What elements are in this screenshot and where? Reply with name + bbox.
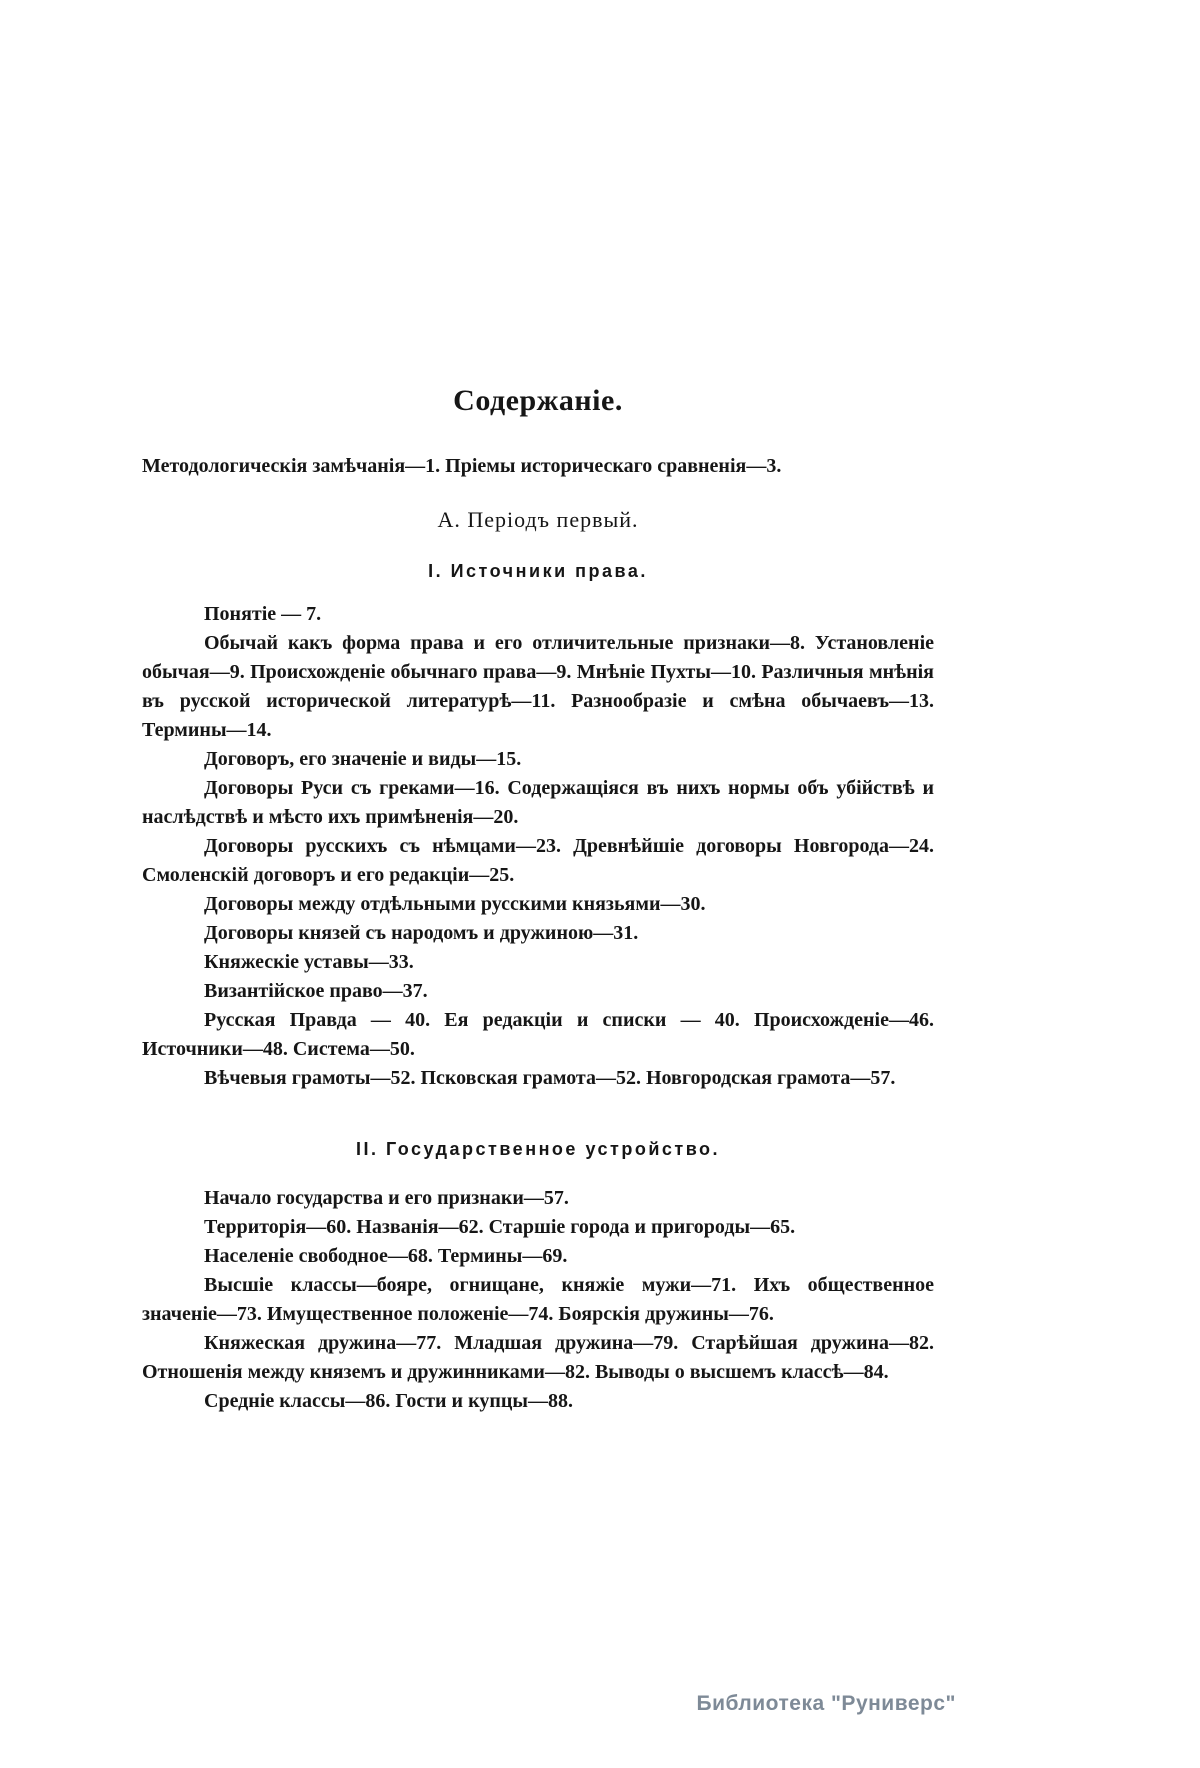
section-1-heading: I. Источники права. xyxy=(428,561,648,581)
toc-content xyxy=(142,384,934,1416)
toc-paragraph: Княжеская дружина—77. Младшая дружина—79. Старѣйшая дружина—82. Отношенія между княземъ и дружинниками—82. Выводы о высшемъ классѣ—84. xyxy=(142,1332,934,1383)
toc-paragraph: Территорія—60. Названія—62. Старшіе города и пригороды—65. xyxy=(204,1216,796,1238)
toc-paragraph: Византійское право—37. xyxy=(204,980,428,1002)
toc-paragraph: Обычай какъ форма права и его отличительные признаки—8. Установленіе обычая—9. Происхожденіе обычнаго права—9. Мнѣніе Пухты—10. Различныя мнѣнія въ русской исторической литературѣ—11. Разнообразіе и смѣна обычаевъ—13. Термины—14. xyxy=(142,632,934,741)
toc-paragraph: Договоры между отдѣльными русскими князьями—30. xyxy=(204,893,706,915)
toc-paragraph: Высшіе классы—бояре, огнищане, княжіе мужи—71. Ихъ общественное значеніе—73. Имущественное положеніе—74. Боярскія дружины—76. xyxy=(142,1274,934,1325)
toc-paragraph: Вѣчевыя грамоты—52. Псковская грамота—52. Новгородская грамота—57. xyxy=(204,1067,896,1089)
toc-paragraph: Русская Правда — 40. Ея редакціи и списки — 40. Происхожденіе—46. Источники—48. Система—50. xyxy=(142,1009,934,1060)
toc-paragraph: Средніе классы—86. Гости и купцы—88. xyxy=(204,1390,573,1412)
toc-paragraph: Договоры русскихъ съ нѣмцами—23. Древнѣйшіе договоры Новгорода—24. Смоленскій договоръ и его редакціи—25. xyxy=(142,835,934,886)
section-2-heading: II. Государственное устройство. xyxy=(355,1139,721,1159)
toc-paragraph: Понятіе — 7. xyxy=(204,603,322,625)
library-watermark: Библиотека "Руниверс" xyxy=(696,1692,956,1715)
toc-paragraph: Договоры князей съ народомъ и дружиною—31. xyxy=(204,922,639,944)
toc-paragraph: Населеніе свободное—68. Термины—69. xyxy=(204,1245,568,1267)
toc-paragraph: Княжескіе уставы—33. xyxy=(204,951,414,973)
toc-paragraph: Договоръ, его значеніе и виды—15. xyxy=(204,748,522,770)
page-title: Содержаніе. xyxy=(453,384,623,417)
toc-paragraph: Договоры Руси съ греками—16. Содержащіяся въ нихъ нормы объ убійствѣ и наслѣдствѣ и мѣсто ихъ примѣненія—20. xyxy=(142,777,934,828)
intro-paragraph: Методологическія замѣчанія—1. Пріемы историческаго сравненія—3. xyxy=(142,455,782,477)
toc-paragraph: Начало государства и его признаки—57. xyxy=(204,1187,569,1209)
period-heading: А. Періодъ первый. xyxy=(437,507,639,532)
